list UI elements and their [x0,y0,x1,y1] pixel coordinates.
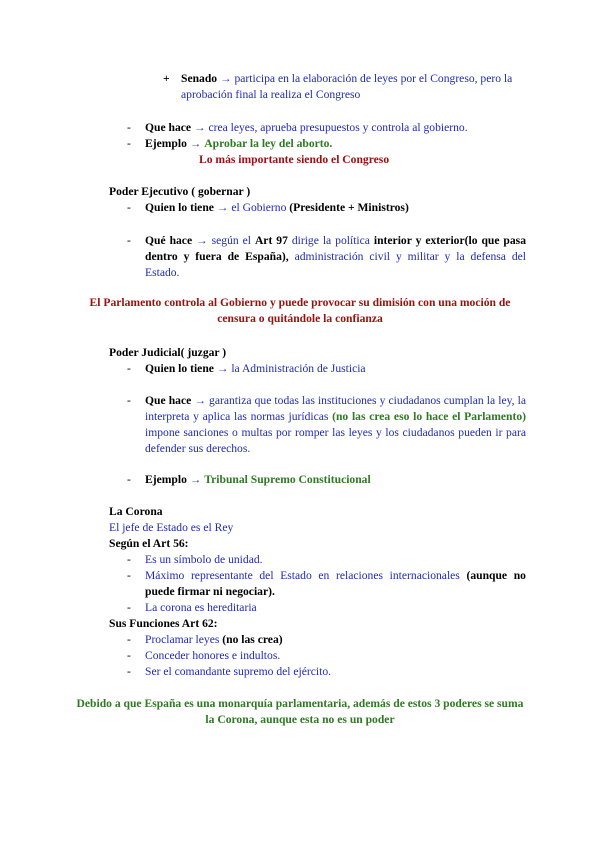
dash-marker: - [127,394,131,407]
art56-item-bold: (aunque no puede firmar ni negociar). [145,569,526,598]
que-hace-text: crea leyes, aprueba presupuestos y controla al gobierno. [208,121,468,134]
art56-item-text: Máximo representante del Estado en relaciones internacionales [145,569,460,582]
legislativo-que-hace [145,120,525,136]
ejecutivo-heading: Poder Ejecutivo ( gobernar ) [109,185,251,198]
quien-label: Quien lo tiene [145,362,214,375]
que-hace-label: Que hace [145,121,192,134]
senado-label: Senado [181,72,218,85]
senado-item [181,71,526,103]
que-hace-p2: dirige la política [291,234,370,247]
corona-jefe: El jefe de Estado es el Rey [109,521,234,534]
dash-marker: - [127,137,131,150]
que-hace-label: Qué hace [145,234,193,247]
dash-marker: - [127,649,131,662]
art62-item-text: Ser el comandante supremo del ejército. [145,665,332,678]
judicial-heading: Poder Judicial( juzgar ) [109,346,227,359]
judicial-ejemplo [145,472,525,488]
dash-marker: - [127,569,131,582]
dash-marker: - [127,553,131,566]
corona-heading: La Corona [109,505,163,518]
dash-marker: - [127,121,131,134]
ejemplo-label: Ejemplo [145,137,187,150]
art56-item [145,552,526,568]
judicial-quien [145,361,525,377]
quien-text: el Gobierno [231,201,287,214]
que-hace-p1: según el [211,234,251,247]
art56-item [145,568,526,600]
arrow: → [186,473,205,486]
que-hace-p3: administración civil y militar y la defensa del Estado. [145,250,527,279]
arrow: → [191,121,209,134]
ejecutivo-quien [145,200,525,216]
dash-marker: - [127,234,131,247]
quien-label: Quien lo tiene [145,201,214,214]
arrow: → [186,137,205,150]
arrow: → [192,234,212,247]
parlamento-note: El Parlamento controla al Gobierno y puede provocar su dimisión con una moción de censura o quitándole la confianza [89,296,511,325]
art62-item [145,632,526,648]
dash-marker: - [127,633,131,646]
dash-marker: - [127,601,131,614]
arrow: → [213,362,232,375]
senado-text: participa en la elaboración de leyes por el Congreso, pero la aprobación final la realiza el Congreso [181,72,513,101]
ejecutivo-que-hace [145,233,526,281]
art56-item-text: Es un símbolo de unidad. [145,553,263,566]
art56-item-text: La corona es hereditaria [145,601,257,614]
que-hace-green: (no las crea eso lo hace el Parlamento) [332,410,526,423]
legislativo-ejemplo [145,136,525,152]
dash-marker: - [127,473,131,486]
arrow: → [217,72,235,85]
ejemplo-text: Tribunal Supremo Constitucional [204,473,371,486]
quien-text: la Administración de Justicia [231,362,366,375]
art62-item-text: Proclamar leyes [145,633,220,646]
judicial-que-hace [145,393,526,457]
art62-item-bold: (no las crea) [222,633,283,646]
congreso-note: Lo más importante siendo el Congreso [199,153,390,166]
ejemplo-text: Aprobar la ley del aborto. [204,137,333,150]
art56-item [145,600,526,616]
arrow: → [213,201,232,214]
art62-item-text: Conceder honores e indultos. [145,649,281,662]
art56-heading: Según el Art 56: [109,537,189,550]
que-hace-label: Que hace [145,394,192,407]
bullet-marker: + [163,72,170,85]
que-hace-p1: garantiza que todas las instituciones y ciudadanos cumplan la ley, la interpreta y aplica las normas jurídicas [145,394,527,423]
arrow: → [191,394,210,407]
art62-heading: Sus Funciones Art 62: [109,617,218,630]
quien-paren: (Presidente + Ministros) [289,201,409,214]
art62-item [145,664,526,680]
ejemplo-label: Ejemplo [145,473,187,486]
que-hace-bold: interior y exterior(lo que pasa dentro y fuera de España), [145,234,526,263]
final-note: Debido a que España es una monarquía parlamentaria, además de estos 3 poderes se suma la Corona, aunque esta no es un poder [76,697,524,726]
art62-item [145,648,526,664]
dash-marker: - [127,665,131,678]
dash-marker: - [127,201,131,214]
dash-marker: - [127,362,131,375]
art-97: Art 97 [254,234,288,247]
que-hace-p2: impone sanciones o multas por romper las leyes y los ciudadanos pueden ir para defender sus derechos. [145,426,526,455]
